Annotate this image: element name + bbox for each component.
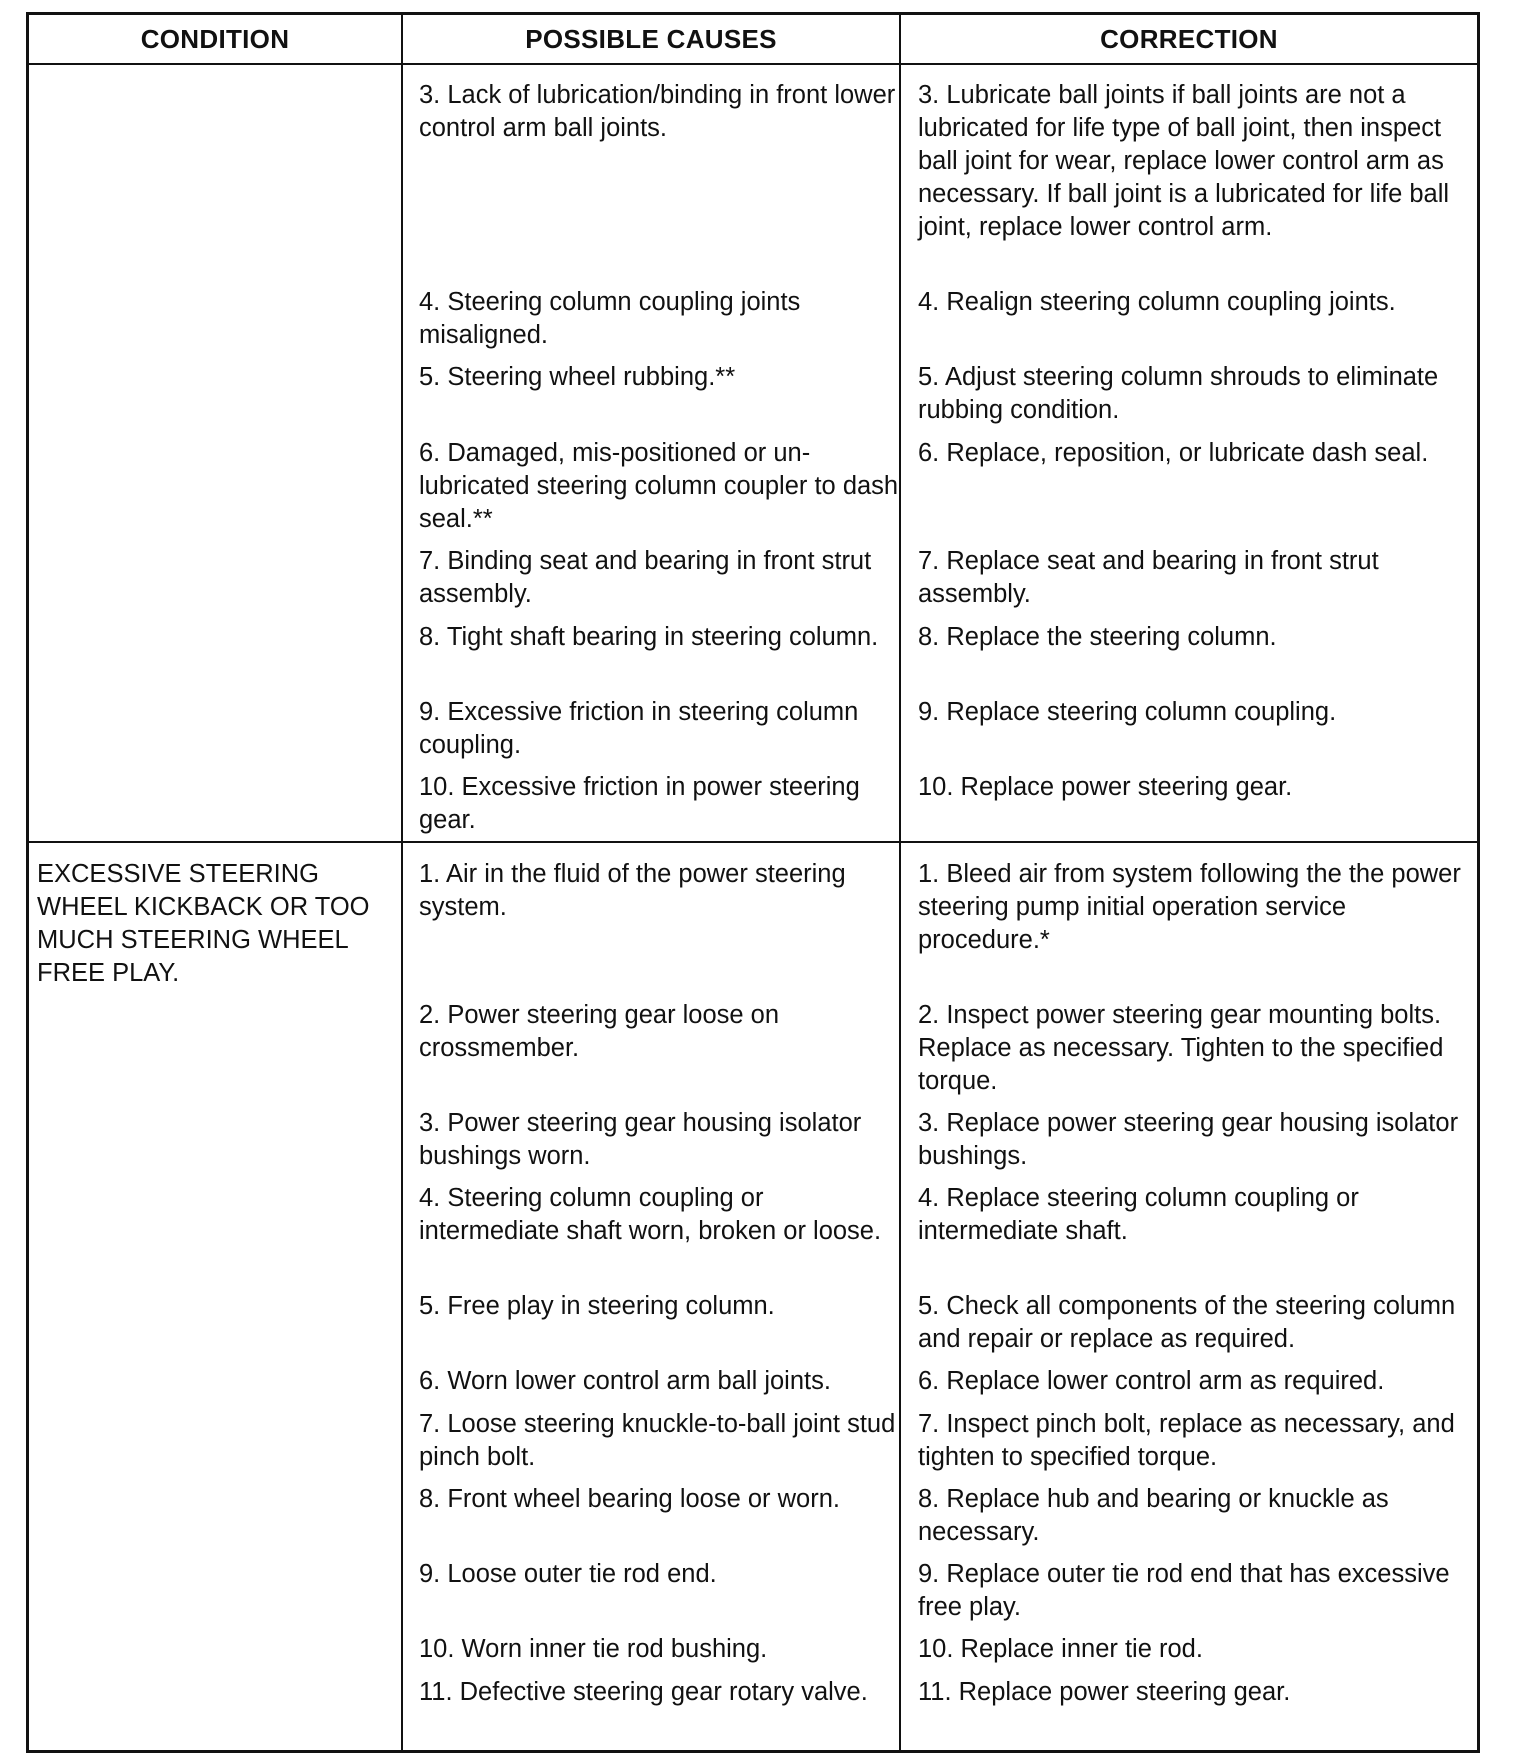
cause-cell: 8. Tight shaft bearing in steering column. [419, 623, 879, 651]
correction-cell: 1. Bleed air from system following the the power steering pump initial operation service procedure.* [918, 860, 1461, 954]
correction-cell: 6. Replace lower control arm as required. [918, 1367, 1385, 1395]
cause-cell: 3. Power steering gear housing isolator bushings worn. [419, 1109, 862, 1170]
condition-cell: EXCESSIVE STEERING WHEEL KICKBACK OR TOO MUCH STEERING WHEEL FREE PLAY. [37, 860, 370, 987]
correction-cell: 2. Inspect power steering gear mounting bolts. Replace as necessary. Tighten to the specified torque. [918, 1001, 1444, 1095]
cause-cell: 7. Binding seat and bearing in front strut assembly. [419, 547, 872, 608]
correction-cell: 4. Realign steering column coupling joints. [918, 288, 1396, 316]
correction-cell: 11. Replace power steering gear. [918, 1678, 1291, 1706]
correction-cell: 9. Replace outer tie rod end that has excessive free play. [918, 1560, 1450, 1621]
troubleshooting-table [26, 12, 1480, 1753]
cause-cell: 9. Loose outer tie rod end. [419, 1560, 717, 1588]
cause-cell: 10. Worn inner tie rod bushing. [419, 1635, 768, 1663]
correction-cell: 4. Replace steering column coupling or intermediate shaft. [918, 1184, 1359, 1245]
correction-cell: 8. Replace the steering column. [918, 623, 1277, 651]
cause-cell: 11. Defective steering gear rotary valve. [419, 1678, 868, 1706]
header-condition: CONDITION [140, 23, 290, 54]
correction-cell: 10. Replace power steering gear. [918, 773, 1293, 801]
correction-cell: 7. Replace seat and bearing in front strut assembly. [918, 547, 1379, 608]
cause-cell: 10. Excessive friction in power steering gear. [419, 773, 860, 834]
correction-cell: 3. Replace power steering gear housing isolator bushings. [918, 1109, 1459, 1170]
correction-cell: 5. Check all components of the steering column and repair or replace as required. [918, 1292, 1456, 1353]
header-correction: CORRECTION [1100, 23, 1278, 54]
correction-cell: 5. Adjust steering column shrouds to eliminate rubbing condition. [918, 363, 1439, 424]
header-possible-causes: POSSIBLE CAUSES [525, 23, 777, 54]
correction-cell: 8. Replace hub and bearing or knuckle as necessary. [918, 1485, 1389, 1546]
column-divider [401, 15, 403, 1750]
cause-cell: 2. Power steering gear loose on crossmember. [419, 1001, 780, 1062]
correction-cell: 9. Replace steering column coupling. [918, 698, 1337, 726]
cause-cell: 9. Excessive friction in steering column coupling. [419, 698, 859, 759]
correction-cell: 10. Replace inner tie rod. [918, 1635, 1203, 1663]
cause-cell: 7. Loose steering knuckle-to-ball joint stud pinch bolt. [419, 1410, 896, 1471]
cause-cell: 1. Air in the fluid of the power steering system. [419, 860, 846, 921]
header-divider [29, 63, 1477, 65]
section-divider [29, 841, 1477, 843]
cause-cell: 4. Steering column coupling or intermediate shaft worn, broken or loose. [419, 1184, 882, 1245]
cause-cell: 8. Front wheel bearing loose or worn. [419, 1485, 840, 1513]
cause-cell: 5. Steering wheel rubbing.** [419, 363, 736, 391]
cause-cell: 6. Damaged, mis-positioned or un-lubricated steering column coupler to dash seal.** [419, 439, 899, 533]
correction-cell: 7. Inspect pinch bolt, replace as necessary, and tighten to specified torque. [918, 1410, 1455, 1471]
correction-cell: 6. Replace, reposition, or lubricate dash seal. [918, 439, 1429, 467]
cause-cell: 5. Free play in steering column. [419, 1292, 775, 1320]
cause-cell: 3. Lack of lubrication/binding in front lower control arm ball joints. [419, 81, 896, 142]
column-divider [899, 15, 901, 1750]
correction-cell: 3. Lubricate ball joints if ball joints are not a lubricated for life type of ball joint, then inspect ball joint for wear, replace lower control arm as necessary. If ball joint is a lubricated for life ball joint, replace lower control arm. [918, 81, 1450, 241]
cause-cell: 6. Worn lower control arm ball joints. [419, 1367, 831, 1395]
cause-cell: 4. Steering column coupling joints misaligned. [419, 288, 801, 349]
